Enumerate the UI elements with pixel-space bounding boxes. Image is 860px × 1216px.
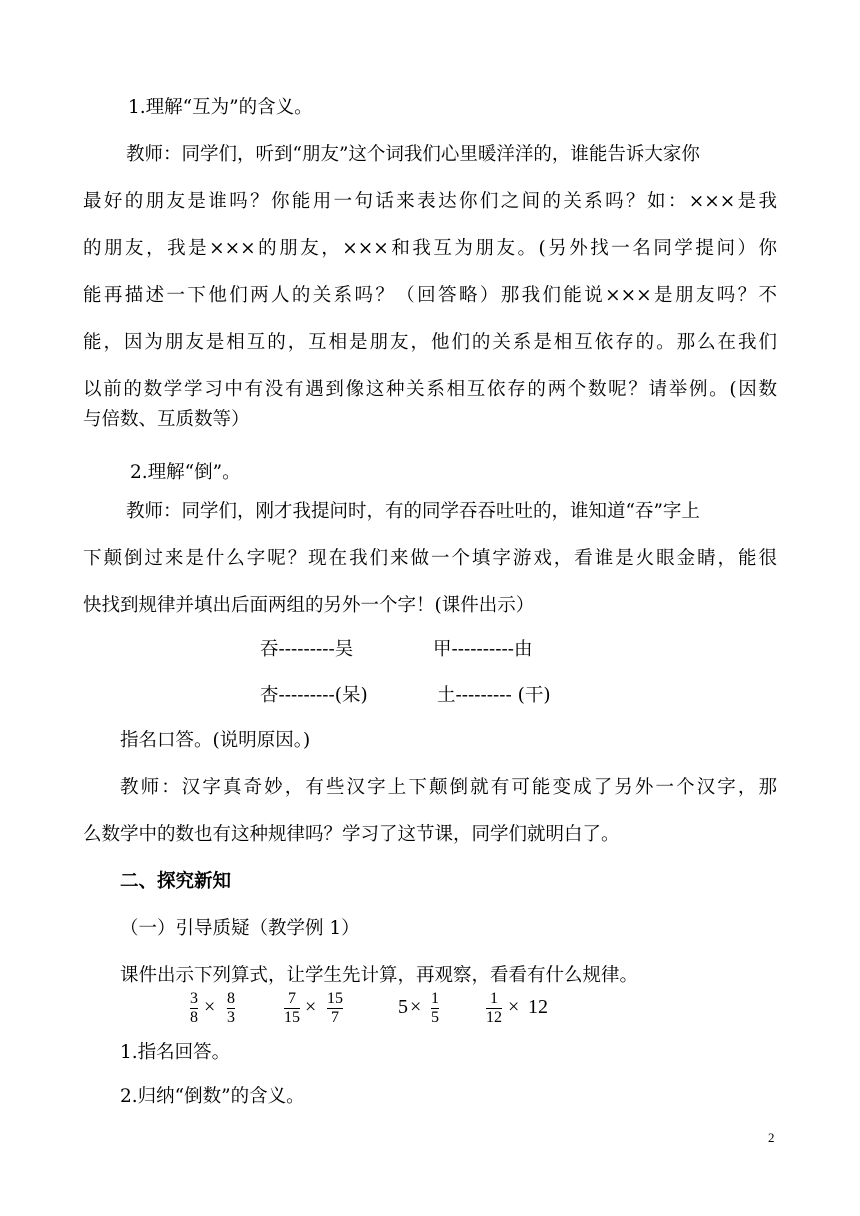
times-sign: × bbox=[410, 996, 422, 1018]
paragraph-line: 的朋友，我是×××的朋友，×××和我互为朋友。(另外找一名同学提问）你 bbox=[83, 238, 777, 259]
paragraph-line: 最好的朋友是谁吗？你能用一句话来表达你们之间的关系吗？如：×××是我 bbox=[83, 191, 777, 212]
denominator: 12 bbox=[486, 1009, 502, 1026]
fraction bbox=[431, 990, 439, 1027]
paragraph-line: 么数学中的数也有这种规律吗？学习了这节课，同学们就明白了。 bbox=[83, 824, 620, 845]
paragraph-line: 2.归纳“倒数”的含义。 bbox=[120, 1086, 305, 1107]
paragraph-line: 教师：同学们，听到“朋友”这个词我们心里暖洋洋的，谁能告诉大家你 bbox=[126, 144, 700, 165]
paragraph-line: 以前的数学学习中有没有遇到像这种关系相互依存的两个数呢？请举例。(因数 bbox=[83, 379, 777, 400]
denominator: 7 bbox=[331, 1009, 339, 1026]
whole-number: 12 bbox=[528, 996, 548, 1018]
fraction bbox=[327, 990, 343, 1027]
word-game-item: 甲----------由 bbox=[433, 639, 533, 660]
times-sign: × bbox=[204, 996, 216, 1018]
paragraph-line: 教师：汉字真奇妙，有些汉字上下颠倒就有可能变成了另外一个汉字，那 bbox=[120, 777, 777, 798]
paragraph-line: 与倍数、互质数等） bbox=[83, 409, 250, 430]
word-game-item: 土--------- (干) bbox=[437, 685, 551, 706]
section-title: 二、探究新知 bbox=[120, 871, 232, 892]
denominator: 15 bbox=[284, 1009, 300, 1026]
numerator: 1 bbox=[431, 990, 439, 1007]
fraction bbox=[284, 990, 300, 1027]
denominator: 5 bbox=[431, 1009, 439, 1026]
page-number: 2 bbox=[768, 1130, 775, 1145]
paragraph-line: 课件出示下列算式，让学生先计算，再观察，看看有什么规律。 bbox=[120, 965, 639, 986]
section-heading-2: 2.理解“倒”。 bbox=[130, 462, 241, 483]
numerator: 1 bbox=[490, 990, 498, 1007]
fraction bbox=[486, 990, 502, 1027]
times-sign: × bbox=[508, 996, 520, 1018]
word-game-item: 吞---------吴 bbox=[260, 639, 354, 660]
paragraph-line: 指名口答。(说明原因。) bbox=[120, 730, 311, 751]
numerator: 3 bbox=[190, 990, 198, 1007]
whole-number: 5 bbox=[398, 996, 408, 1018]
paragraph-line: 教师：同学们，刚才我提问时，有的同学吞吞吐吐的，谁知道“吞”字上 bbox=[126, 501, 700, 522]
section-heading-1: 1.理解“互为”的含义。 bbox=[128, 97, 313, 118]
word-game-item: 杏---------(呆) bbox=[260, 685, 368, 706]
paragraph-line: 能再描述一下他们两人的关系吗？（回答略）那我们能说×××是朋友吗？不 bbox=[83, 285, 777, 306]
times-sign: × bbox=[305, 996, 317, 1018]
numerator: 8 bbox=[227, 990, 235, 1007]
denominator: 3 bbox=[227, 1009, 235, 1026]
fraction bbox=[190, 990, 198, 1027]
denominator: 8 bbox=[190, 1009, 198, 1026]
paragraph-line: 快找到规律并填出后面两组的另外一个字！(课件出示） bbox=[83, 595, 535, 616]
numerator: 7 bbox=[288, 990, 296, 1007]
fraction bbox=[227, 990, 235, 1027]
numerator: 15 bbox=[327, 990, 343, 1007]
paragraph-line: 能，因为朋友是相互的，互相是朋友，他们的关系是相互依存的。那么在我们 bbox=[83, 332, 777, 353]
paragraph-line: 下颠倒过来是什么字呢？现在我们来做一个填字游戏，看谁是火眼金睛，能很 bbox=[83, 548, 777, 569]
subsection-title: （一）引导质疑（教学例 1） bbox=[120, 918, 360, 939]
paragraph-line: 1.指名回答。 bbox=[120, 1042, 231, 1063]
